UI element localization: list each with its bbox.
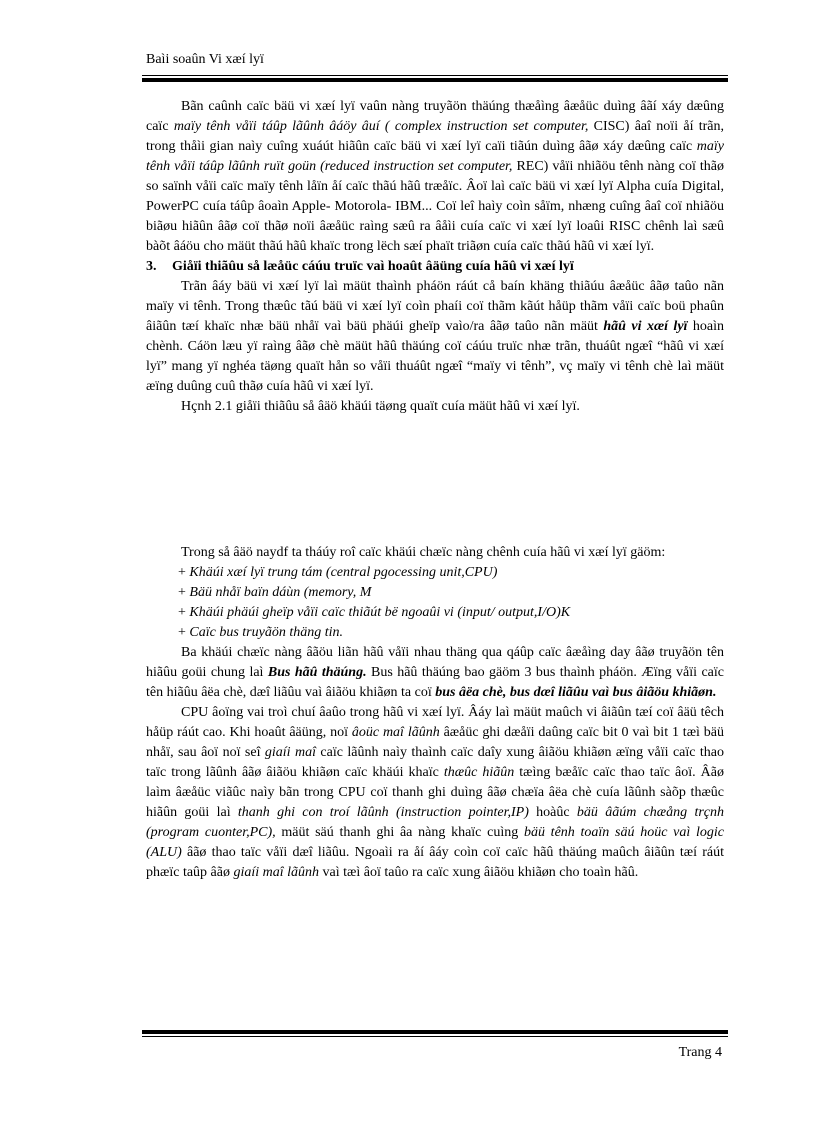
list-item-text: Bäü nhåï baïn dáùn (memory, M [189, 585, 372, 600]
footer-rule [142, 1030, 728, 1037]
figure-reference: Hçnh 2.1 giåïi thiãûu så âäö khäúi täøng quaït cuía mäüt hãû vi xæí lyï. [181, 399, 580, 414]
paragraph-system-bus [146, 643, 724, 703]
text-run: âæåüc ghi dæåïi daûng caïc bit 0 vaì bit 1 tæì bäü nhåï, sau âoï noï seî [146, 725, 725, 760]
paragraph-functional-blocks: Trong så âäö naydf ta tháúy roî caïc khäúi chæïc nàng chênh cuía hãû vi xæí lyï gäöm: [181, 545, 666, 560]
text-run: qáûp caïc âæåìng day âãø truyãön tên hiãûu goüi chung laì [146, 645, 724, 680]
list-item-bus [146, 623, 724, 643]
text-run: âãø thao taïc våïi dæî liãûu. Ngoaìi ra åí âáy coìn coï caïc hãû thäúng maûch âiãûn tæí ráút phæïc taûp âãø [146, 845, 724, 880]
page-number: Trang 4 [678, 1045, 722, 1060]
list-bullet: + [178, 565, 186, 580]
term-decode: giaíi maî [264, 745, 316, 760]
list-bullet: + [178, 605, 186, 620]
paragraph-cpu [146, 703, 724, 883]
text-run: vaì tæì âoï taûo ra caïc xung âiãöu khiãøn cho toaìn hãû. [319, 865, 639, 880]
paragraph-system-overview [146, 277, 724, 397]
paragraph-risc-intro [146, 97, 724, 257]
term-execute: thæûc hiãûn [443, 765, 515, 780]
list-bullet: + [178, 625, 186, 640]
section-number: 3. [146, 259, 157, 274]
text-run: CISC) âaî noïi åí trãn, trong thåìi gian naìy cuîng xuáút hiãûn caïc bäü vi xæí lyï caïi tiãún duìng âãø xáy dæûng caïc [146, 119, 724, 154]
text-run: tæìng bæåïc caïc thao taïc âoï. Âãø laìm âæåüc viãûc naìy bãn trong CPU coï thanh ghi duìng âãø chæïa âëa chè cuía lãûnh sàõp thæûc hiãûn goüi laì [146, 765, 724, 820]
section-title: Giåïi thiãûu så læåüc cáúu truïc vaì hoaût âäüng cuía hãû vi xæí lyï [172, 259, 574, 274]
text-run: mäüt säú thanh ghi âa nàng khaïc cuìng [275, 825, 524, 840]
text-run: REC) våïi nhiãöu tênh nàng coï thãø so saïnh våïi caïc maïy tênh låïn åí caïc thãú hãû træåïc. Âoï laì caïc bäü vi xæí lyï Alpha cuía Digital, PowerPC cuía táûp âoaìn Apple- Motorola- IBM... Coï leî haìy coìn såïm, nhæng cuîng âaî coï nhiãöu biãøu hiãûn âãø coï thãø noïi âæåüc raìng sæû ra âåìi cuía caïc vi xæí lyï loaûi RISC chênh laì sæû bàõt âáöu cho mäüt thãú hãû khaïc trong lëch sæí phaït triãøn cuía caïc thãú hãû vi xæí lyï. [146, 159, 724, 254]
text-run: hoàûc [528, 805, 577, 820]
term-microsystem: hãû vi xæí lyï [603, 319, 688, 334]
header-rule [142, 75, 728, 83]
footer-rule-thin [142, 1036, 728, 1037]
header-rule-thick [142, 78, 728, 82]
footer-rule-thick [142, 1030, 728, 1034]
text-run: Bãn caûnh caïc bäü vi xæí lyï vaûn nàng truyãön thäúng thæåìng âæåüc duìng âãí xáy dæûng caïc [146, 99, 724, 134]
term-fetch: âoüc maî lãûnh [351, 725, 440, 740]
list-item-cpu [146, 563, 724, 583]
list-bullet: + [178, 585, 186, 600]
term-instruction-decoder: giaíi maî lãûnh [233, 865, 320, 880]
text-run: hoaìn chènh. Cáön læu yï raìng âãø chè mäüt hãû thäúng coï cáúu truïc nhæ trãn, thuáût ngæî “hãû vi xæí lyï” mang yï nghéa täøng quaït hån so våïi thuáût ngæî “maïy vi tênh”, vç maïy vi tênh chè laì mäüt æïng duûng cuû thãø cuía hãû vi xæí lyï. [146, 319, 724, 394]
term-system-bus: Bus hãû thäúng. [267, 665, 367, 680]
term-risc: maïy tênh våïi táûp lãûnh ruït goün (reduced instruction set computer, [146, 139, 724, 174]
text-run: Ba khäúi chæïc nàng âãöu liãn hãû våïi nhau thäng qua [181, 645, 507, 660]
term-instruction-pointer: thanh ghi con troí lãûnh (instruction pointer,IP) [237, 805, 529, 820]
page-header-title: Baìi soaûn Vi xæí lyï [146, 52, 264, 67]
list-item-text: Caïc bus truyãön thäng tin. [189, 625, 344, 640]
text-run: Trãn âáy bäü vi xæí lyï laì mäüt thaình pháön ráút cå baín khäng thiãúu âæåüc âãø taûo nãn maïy vi tênh. Trong thæûc tãú bäü vi xæí lyï coìn phaíi coï thãm kãút håüp thãm våïi caïc boü phaûn âiãûn tæí khaïc nhæ bäü nhåï vaì bäü phäúi gheïp vaìo/ra âãø taûo nãn mäüt [146, 279, 724, 334]
term-program-counter: bäü âãúm chæång trçnh (program cuonter,PC), [146, 805, 724, 840]
header-rule-thin [142, 75, 728, 76]
text-run: Bus hãû thäúng bao gäöm 3 bus thaình pháön. Æïng våïi caïc tên hiãûu âëa chè, dæî liãûu vaì âiãöu khiãøn ta coï [146, 665, 724, 700]
document-body [146, 97, 724, 883]
section-heading [146, 257, 724, 277]
list-item-text: Khäúi phäúi gheïp våïi caïc thiãút bë ngoaûi vi (input/ output,I/O)K [189, 605, 571, 620]
text-run: CPU âoïng vai troì chuí âaûo trong hãû vi xæí lyï. Âáy laì mäüt maûch vi âiãûn tæí coï âäü têch håüp ráút cao. Khi hoaût âäüng, noï [146, 705, 724, 740]
list-item-io [146, 603, 724, 623]
term-bus-types: bus âëa chè, bus dæî liãûu vaì bus âiãöu khiãøn. [435, 685, 717, 700]
term-cisc: maïy tênh våïi táûp lãûnh âáöy âuí ( complex instruction set computer, [173, 119, 589, 134]
list-item-memory [146, 583, 724, 603]
figure-placeholder [146, 417, 724, 543]
term-alu: bäü tênh toaïn säú hoüc vaì logic (ALU) [146, 825, 724, 860]
text-run: caïc lãûnh naìy thaình caïc daîy xung âiãöu khiãøn æïng våïi caïc thao taïc trong lãûnh âãø âiãöu khiãøn caïc khäúi khaïc [146, 745, 725, 780]
list-item-text: Khäúi xæí lyï trung tám (central pgocessing unit,CPU) [189, 565, 498, 580]
